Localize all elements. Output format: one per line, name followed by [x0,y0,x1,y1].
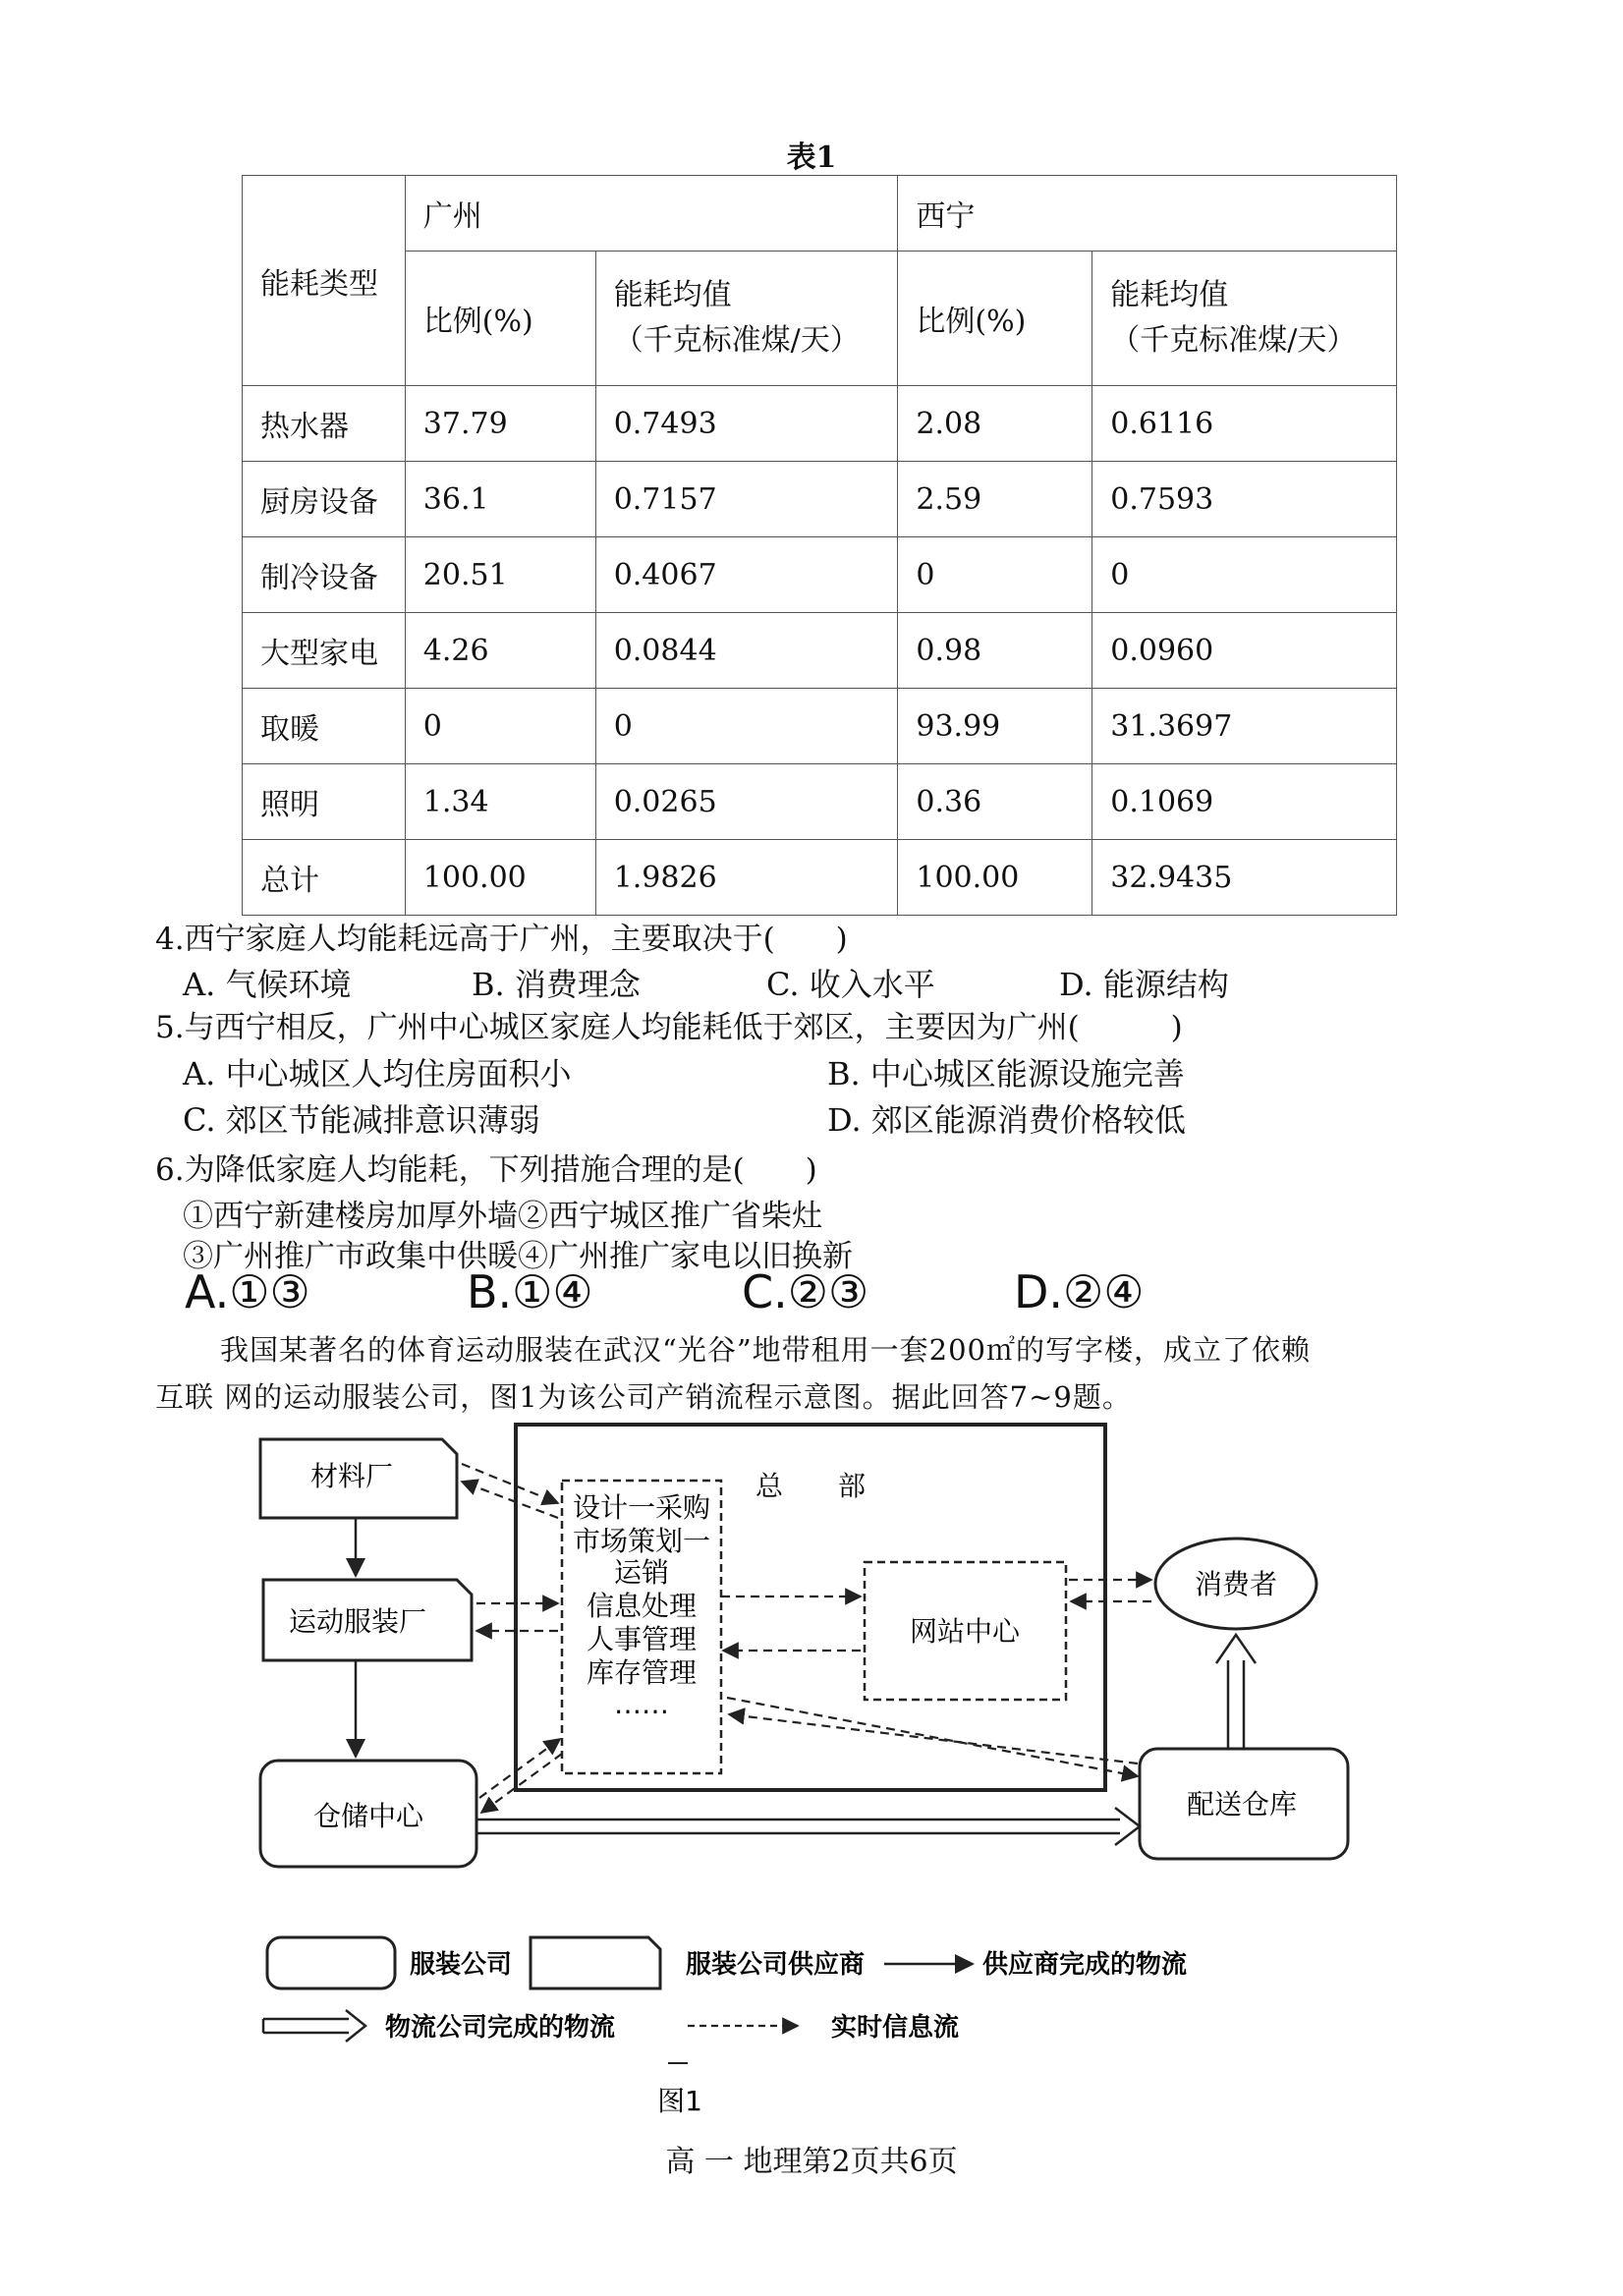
table-row [243,613,1397,689]
cell-type: 制冷设备 [243,537,406,613]
question-4-option-b[interactable]: B. 消费理念 [472,966,641,1003]
cell-value: 0.7157 [595,462,898,537]
hq-function-sales: 运销 [613,1556,670,1589]
table-title: 表1 [786,140,837,175]
cell-value: 0.36 [898,764,1092,840]
question-4-option-a[interactable]: A. 气候环境 [183,966,352,1003]
cell-type: 取暖 [243,689,406,764]
passage-line-1: 我国某著名的体育运动服装在武汉“光谷”地带租用一套200㎡的写字楼，成立了依赖 [220,1333,1312,1367]
cell-value: 0 [405,689,595,764]
energy-table [242,175,1397,916]
cell-value: 2.59 [898,462,1092,537]
cell-value: 1.34 [405,764,595,840]
flow-diagram [0,1415,1623,2122]
subheader-average: 能耗均值 （千克标准煤/天） [595,252,898,386]
question-5-stem: 5.与西宁相反，广州中心城区家庭人均能耗低于郊区，主要因为广州( ) [155,1010,1183,1045]
headquarters-label: 总 部 [755,1470,867,1502]
info-warehouse-to-hq [729,1714,1138,1764]
cell-value: 0.7493 [595,386,898,462]
logistics-warehouse-to-consumer [1216,1635,1256,1749]
cell-value: 0.1069 [1092,764,1397,840]
hq-function-inventory: 库存管理 [586,1656,698,1689]
cell-value: 32.9435 [1092,840,1397,916]
legend-supplier-shape [531,1937,660,1988]
material-factory-label: 材料厂 [309,1460,394,1492]
cell-value: 100.00 [405,840,595,916]
question-4-stem: 4.西宁家庭人均能耗远高于广州，主要取决于( ) [155,922,848,957]
cell-type: 总计 [243,840,406,916]
passage-line-2: 互联 网的运动服装公司，图1为该公司产销流程示意图。据此回答7~9题。 [155,1380,1132,1414]
table-row [243,462,1397,537]
website-center-label: 网站中心 [909,1615,1021,1648]
subheader-ratio: 比例(%) [405,252,595,386]
subheader-ratio: 比例(%) [898,252,1092,386]
table-row [243,689,1397,764]
page-footer: 高 一 地理第2页共6页 [665,2145,958,2179]
question-5-option-b[interactable]: B. 中心城区能源设施完善 [827,1055,1185,1092]
header-energy-type: 能耗类型 [243,176,406,386]
question-6-statements-1: ①西宁新建楼房加厚外墙②西宁城区推广省柴灶 [183,1199,822,1234]
legend-logistics-arrow [263,2010,365,2042]
hq-function-design: 设计一采购 [572,1491,711,1524]
cell-value: 100.00 [898,840,1092,916]
cell-value: 4.26 [405,613,595,689]
question-4-option-d[interactable]: D. 能源结构 [1059,966,1229,1003]
cell-value: 0 [898,537,1092,613]
question-4-option-c[interactable]: C. 收入水平 [766,966,935,1003]
cell-value: 0 [1092,537,1397,613]
question-6-statements-2: ③广州推广市政集中供暖④广州推广家电以旧换新 [183,1239,853,1274]
legend-company-shape [267,1937,395,1988]
distribution-warehouse-label: 配送仓库 [1186,1788,1298,1820]
question-6-stem: 6.为降低家庭人均能耗，下列措施合理的是( ) [155,1152,817,1188]
cell-value: 1.9826 [595,840,898,916]
hq-function-etc: …… [614,1688,669,1720]
cell-type: 热水器 [243,386,406,462]
question-5-option-a[interactable]: A. 中心城区人均住房面积小 [183,1055,572,1092]
question-6-option-b[interactable]: B.①④ [467,1265,593,1318]
legend-logistics-label: 物流公司完成的物流 [385,2013,616,2043]
cell-value: 0 [595,689,898,764]
table-row [243,840,1397,916]
info-hq-to-storage [481,1754,562,1813]
cell-value: 0.98 [898,613,1092,689]
legend-info-flow-label: 实时信息流 [831,2013,960,2043]
logistics-storage-to-warehouse [476,1808,1140,1845]
hq-function-marketing: 市场策划一 [572,1525,711,1557]
question-6-option-d[interactable]: D.②④ [1014,1265,1145,1318]
consumer-label: 消费者 [1194,1568,1278,1600]
cell-value: 0.7593 [1092,462,1397,537]
cell-value: 93.99 [898,689,1092,764]
header-city-xining: 西宁 [898,176,1397,252]
hq-function-info: 信息处理 [586,1590,698,1622]
cell-type: 厨房设备 [243,462,406,537]
legend-supplier-flow-label: 供应商完成的物流 [982,1950,1188,1980]
cell-value: 0.0265 [595,764,898,840]
table-row [243,386,1397,462]
table-row [243,764,1397,840]
figure-caption: 图1 [657,2085,702,2117]
question-5-option-d[interactable]: D. 郊区能源消费价格较低 [827,1101,1186,1139]
cell-value: 0.0844 [595,613,898,689]
cell-value: 0.0960 [1092,613,1397,689]
cell-value: 31.3697 [1092,689,1397,764]
cell-value: 37.79 [405,386,595,462]
cell-value: 20.51 [405,537,595,613]
question-6-option-c[interactable]: C.②③ [742,1265,869,1318]
table-row [243,537,1397,613]
cell-value: 36.1 [405,462,595,537]
legend-supplier-label: 服装公司供应商 [686,1950,866,1980]
cell-type: 照明 [243,764,406,840]
question-6-option-a[interactable]: A.①③ [185,1265,310,1318]
legend-company-label: 服装公司 [410,1950,513,1980]
garment-factory-label: 运动服装厂 [288,1605,427,1638]
header-city-guangzhou: 广州 [405,176,898,252]
cell-value: 0.4067 [595,537,898,613]
info-hq-to-material [462,1482,558,1518]
info-hq-to-warehouse [727,1698,1138,1776]
cell-type: 大型家电 [243,613,406,689]
cell-value: 0.6116 [1092,386,1397,462]
hq-function-hr: 人事管理 [586,1623,698,1655]
storage-center-label: 仓储中心 [312,1800,424,1832]
info-material-to-hq [462,1464,558,1503]
subheader-average: 能耗均值 （千克标准煤/天） [1092,252,1397,386]
cell-value: 2.08 [898,386,1092,462]
question-5-option-c[interactable]: C. 郊区节能减排意识薄弱 [183,1101,540,1139]
